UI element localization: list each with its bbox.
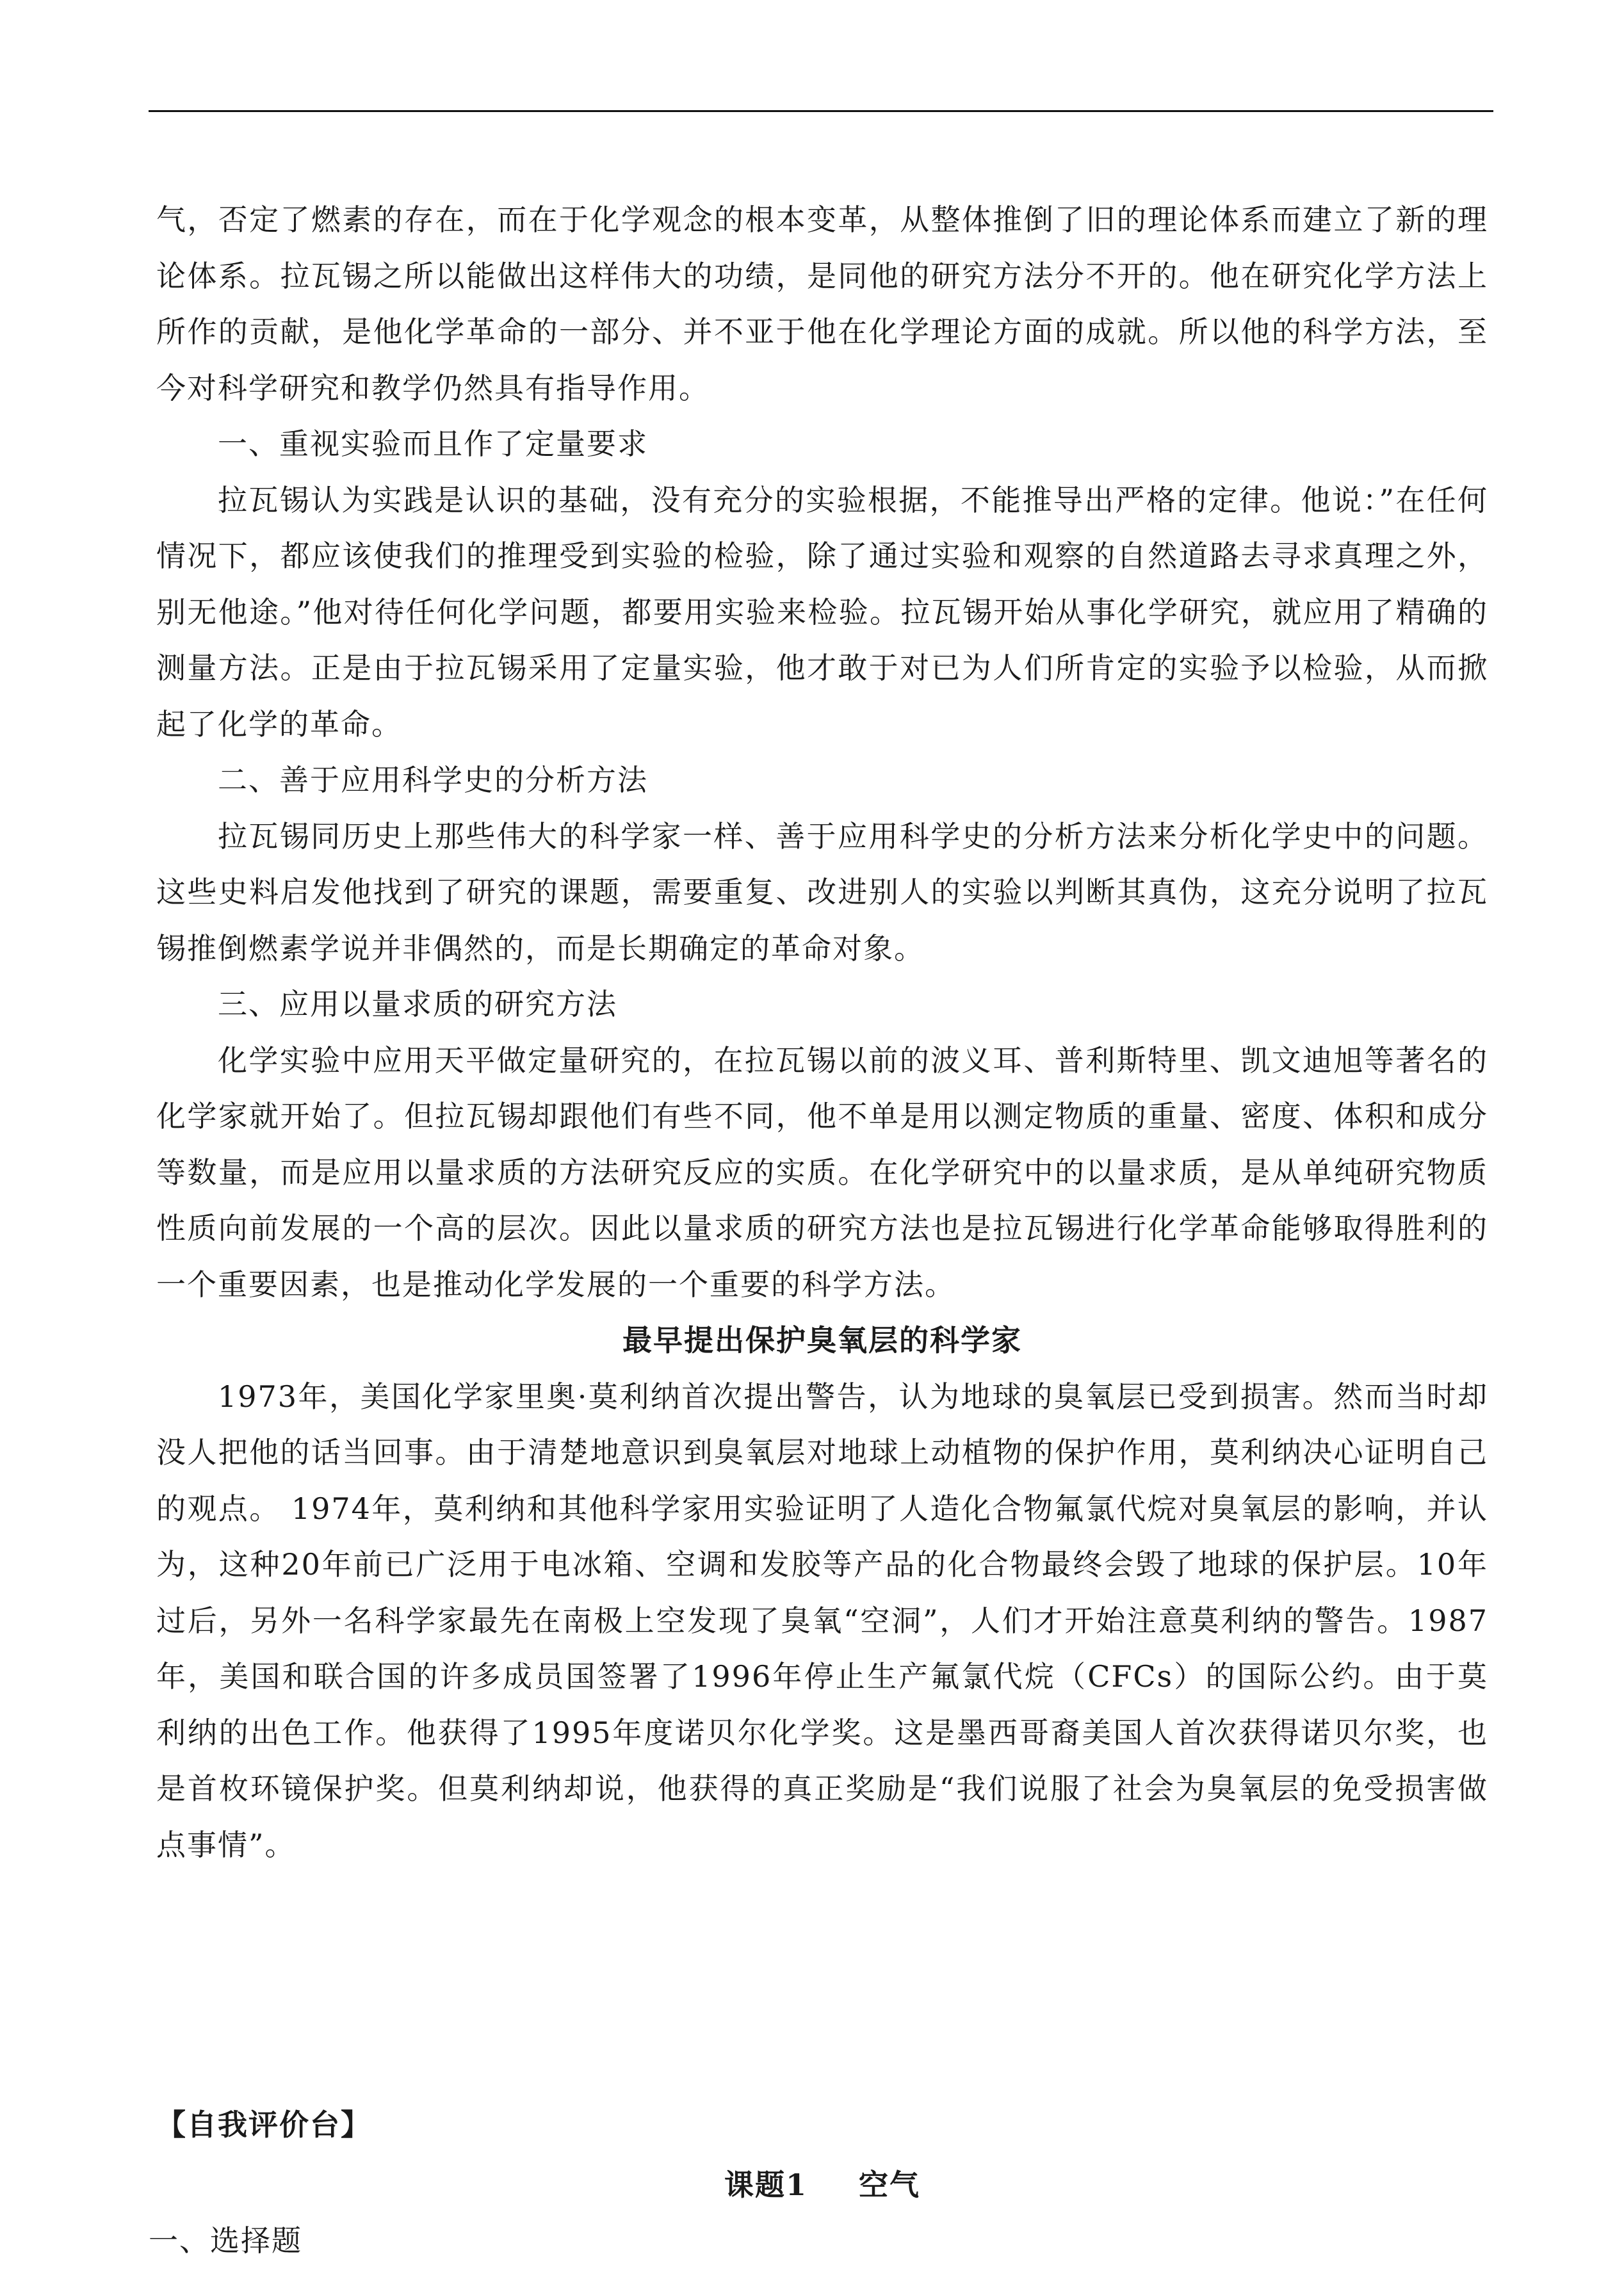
subheading-1: 一、重视实验而且作了定量要求 <box>218 426 648 461</box>
article-body: 1973年，美国化学家里奥·莫利纳首次提出警告，认为地球的臭氧层已受到损害。然而当时却没人把他的话当回事。由于清楚地意识到臭氧层对地球上动植物的保护作用，莫利纳决心证明自己的观点。 1974年，莫利纳和其他科学家用实验证明了人造化合物氟氯代烷对臭氧层的影响，并认为，这种20年前已广泛用于电冰箱、空调和发胶等产品的化合物最终会毁了地球的保护层。10年过后，另外一名科学家最先在南极上空发现了臭氧“空洞”，人们才开始注意莫利纳的警告。1987年，美国和联合国的许多成员国签署了1996年停止生产氟氯代烷（CFCs）的国际公约。由于莫利纳的出色工作。他获得了1995年度诺贝尔化学奖。这是墨西哥裔美国人首次获得诺贝尔奖，也是首枚环镜保护奖。但莫利纳却说，他获得的真正奖励是“我们说服了社会为臭氧层的免受损害做点事情”。 <box>156 1379 1488 1862</box>
document-body <box>149 192 1488 2269</box>
header-rule <box>149 110 1493 112</box>
section-heading: 一、选择题 <box>149 2223 302 2258</box>
body-paragraph: 气，否定了燃素的存在，而在于化学观念的根本变革，从整体推倒了旧的理论体系而建立了新的理论体系。拉瓦锡之所以能做出这样伟大的功绩，是同他的研究方法分不开的。他在研究化学方法上所作的贡献，是他化学革命的一部分、并不亚于他在化学理论方面的成就。所以他的科学方法，至今对科学研究和教学仍然具有指导作用。 <box>156 202 1488 405</box>
subheading-3: 三、应用以量求质的研究方法 <box>218 987 617 1021</box>
body-paragraph: 拉瓦锡认为实践是认识的基础，没有充分的实验根据，不能推导出严格的定律。他说：”在任何情况下，都应该使我们的推理受到实验的检验，除了通过实验和观察的自然道路去寻求真理之外，别无他途。”他对待任何化学问题，都要用实验来检验。拉瓦锡开始从事化学研究，就应用了精确的测量方法。正是由于拉瓦锡采用了定量实验，他才敢于对已为人们所肯定的实验予以检验，从而掀起了化学的革命。 <box>156 482 1488 742</box>
body-paragraph: 化学实验中应用天平做定量研究的，在拉瓦锡以前的波义耳、普利斯特里、凯文迪旭等著名的化学家就开始了。但拉瓦锡却跟他们有些不同，他不单是用以测定物质的重量、密度、体积和成分等数量，而是应用以量求质的方法研究反应的实质。在化学研究中的以量求质，是从单纯研究物质性质向前发展的一个高的层次。因此以量求质的研究方法也是拉瓦锡进行化学革命能够取得胜利的一个重要因素，也是推动化学发展的一个重要的科学方法。 <box>156 1042 1488 1302</box>
lesson-number: 课题1 <box>724 2167 808 2202</box>
lesson-title <box>156 2157 1488 2214</box>
lesson-name: 空气 <box>859 2167 920 2202</box>
subheading-2: 二、善于应用科学史的分析方法 <box>218 763 648 797</box>
blank-space <box>156 1873 1488 2097</box>
body-paragraph: 拉瓦锡同历史上那些伟大的科学家一样、善于应用科学史的分析方法来分析化学史中的问题。这些史料启发他找到了研究的课题，需要重复、改进别人的实验以判断其真伪，这充分说明了拉瓦锡推倒燃素学说并非偶然的，而是长期确定的革命对象。 <box>156 818 1488 966</box>
self-eval-label: 【自我评价台】 <box>156 2107 371 2142</box>
article-title: 最早提出保护臭氧层的科学家 <box>622 1323 1022 1358</box>
